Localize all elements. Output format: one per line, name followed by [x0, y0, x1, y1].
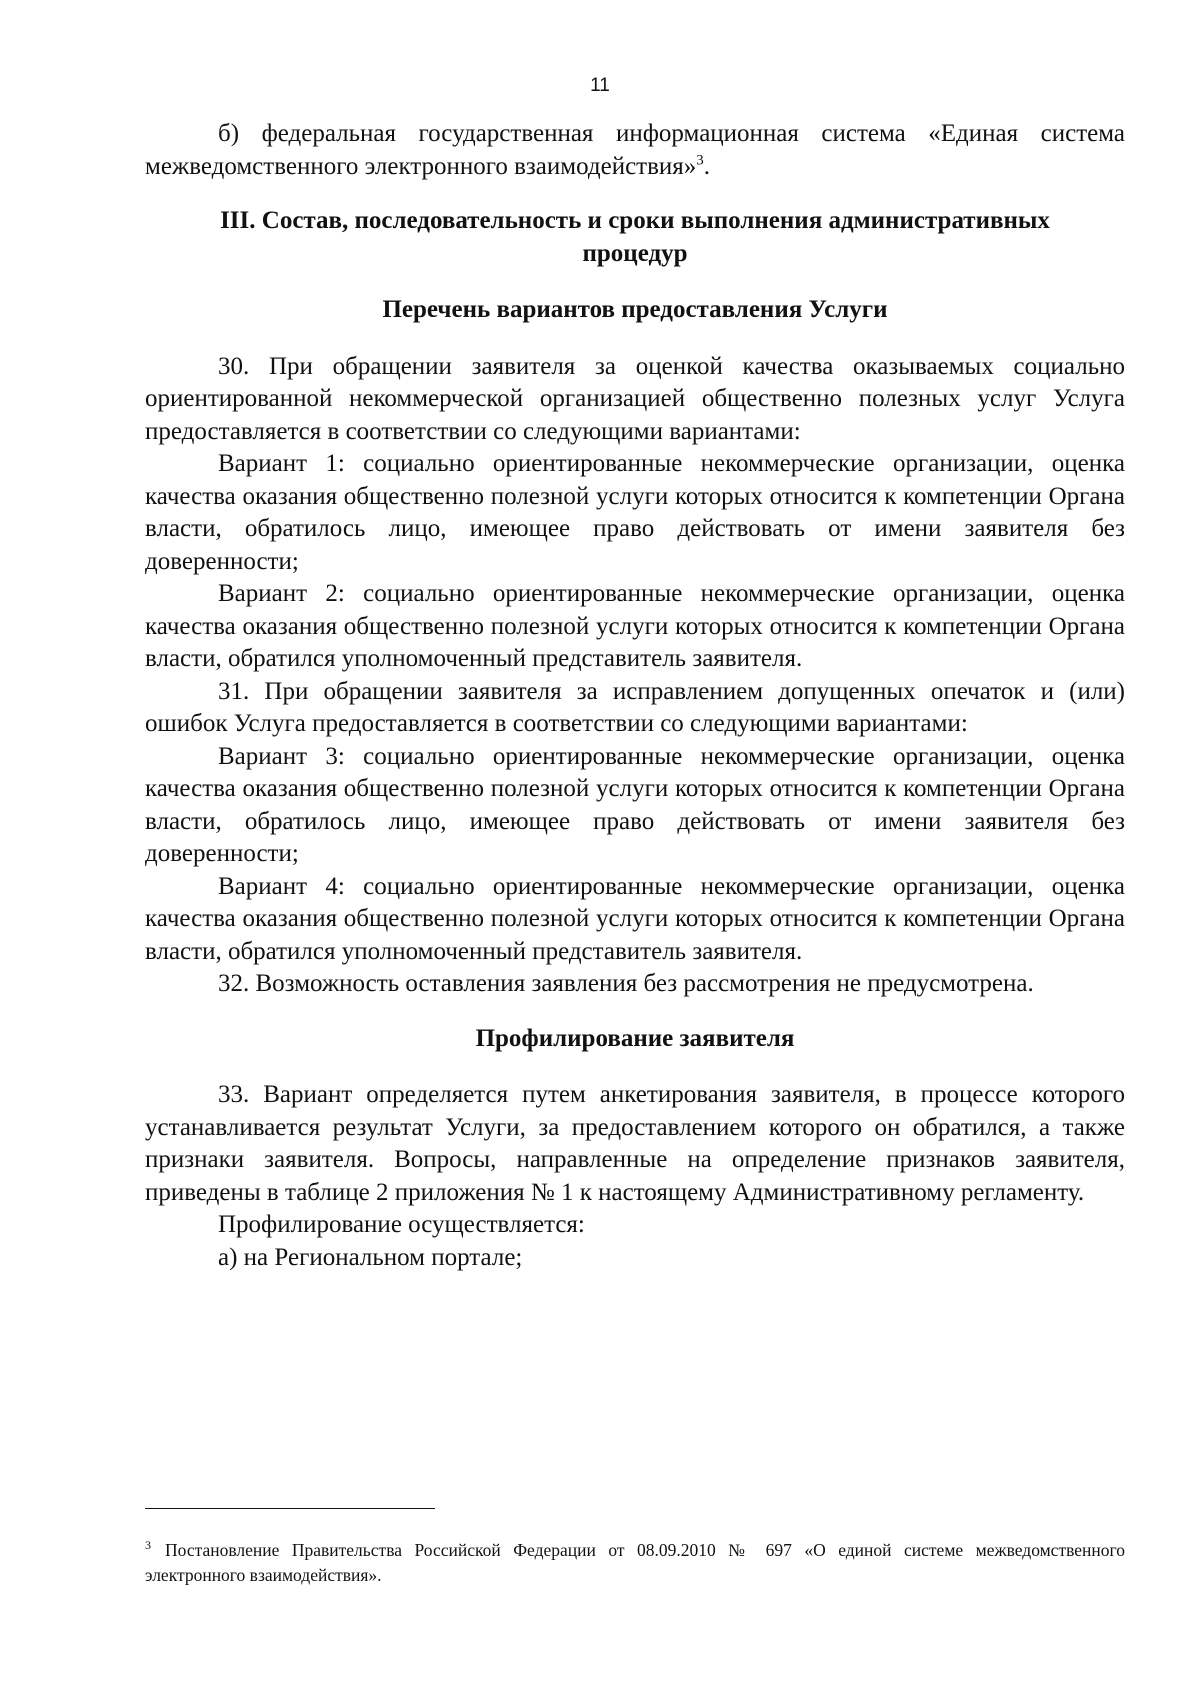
paragraph-30: 30. При обращении заявителя за оценкой качества оказываемых социально ориентированной некоммерческой организацией общественно полезных услуг Услуга предоставляется в соответствии со следующими вариантами: — [145, 352, 1125, 445]
paragraph-variant-4: Вариант 4: социально ориентированные некоммерческие организации, оценка качества оказания общественно полезной услуги которых относится к компетенции Органа власти, обратился уполномоченный представитель заявителя. — [145, 872, 1125, 965]
paragraph-33: 33. Вариант определяется путем анкетирования заявителя, в процессе которого устанавливается результат Услуги, за предоставлением которого он обратился, а также признаки заявителя. Вопросы, направленные на определение признаков заявителя, приведены в таблице 2 приложения № 1 к настоящему Административному регламенту. — [145, 1081, 1125, 1206]
paragraph-31: 31. При обращении заявителя за исправлением допущенных опечаток и (или) ошибок Услуга предоставляется в соответствии со следующими вариантами: — [145, 677, 1125, 737]
footnote-reference[interactable]: 3 — [696, 152, 704, 169]
subheading-variants: Перечень вариантов предоставления Услуги — [382, 296, 888, 323]
page-body — [145, 118, 1125, 1274]
page-number: 11 — [590, 75, 610, 96]
section-heading — [145, 205, 1125, 270]
lead-paragraph-text: б) федеральная государственная информационная система «Единая система межведомственного электронного взаимодействия» — [145, 120, 1125, 180]
footnote-mark: 3 — [145, 1538, 151, 1553]
footnote — [145, 1538, 1125, 1588]
section-heading-line-2: процедур — [582, 239, 688, 267]
paragraph-variant-2: Вариант 2: социально ориентированные некоммерческие организации, оценка качества оказания общественно полезной услуги которых относится к компетенции Органа власти, обратился уполномоченный представитель заявителя. — [145, 580, 1125, 672]
footnote-text: Постановление Правительства Российской Федерации от 08.09.2010 № 697 «О единой системе межведомственного электронного взаимодействия». — [145, 1540, 1125, 1585]
footnote-divider — [145, 1508, 435, 1509]
paragraph-profiling-item-a: а) на Региональном портале; — [218, 1243, 523, 1271]
paragraph-32: 32. Возможность оставления заявления без рассмотрения не предусмотрена. — [218, 970, 1034, 997]
section-heading-line-1: III. Состав, последовательность и сроки выполнения административных — [220, 207, 1050, 234]
subheading-profile: Профилирование заявителя — [475, 1024, 795, 1052]
paragraph-variant-1: Вариант 1: социально ориентированные некоммерческие организации, оценка качества оказания общественно полезной услуги которых относится к компетенции Органа власти, обратилось лицо, имеющее право действовать от имени заявителя без доверенности; — [145, 450, 1125, 575]
lead-paragraph-tail: . — [703, 152, 711, 180]
lead-paragraph — [145, 118, 1125, 183]
paragraph-profiling-intro: Профилирование осуществляется: — [218, 1211, 585, 1238]
paragraph-variant-3: Вариант 3: социально ориентированные некоммерческие организации, оценка качества оказания общественно полезной услуги которых относится к компетенции Органа власти, обратилось лицо, имеющее право действовать от имени заявителя без доверенности; — [145, 742, 1125, 867]
